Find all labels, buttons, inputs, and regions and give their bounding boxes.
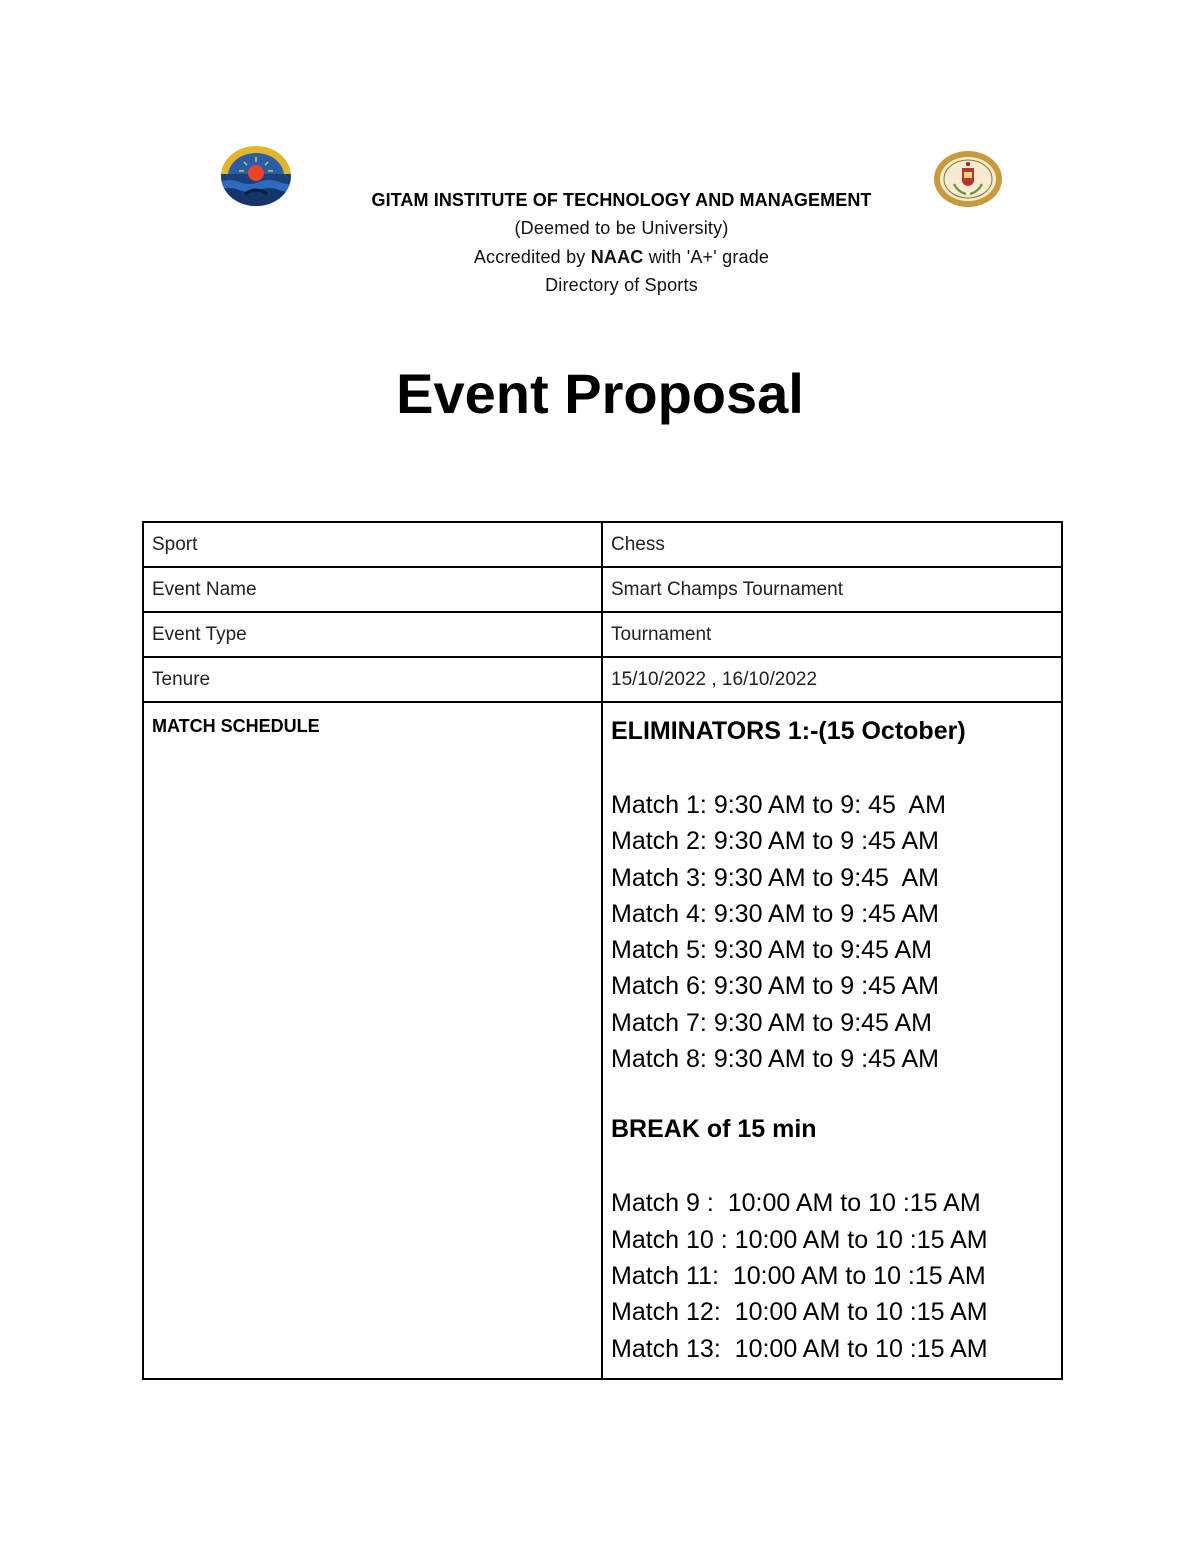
- accreditation-line: [0, 243, 1200, 272]
- table-row: [143, 657, 1062, 702]
- accreditation-prefix: Accredited by: [473, 246, 591, 267]
- list-item: Match 12: 10:00 AM to 10 :15 AM: [611, 1298, 988, 1327]
- match-schedule-cell: [602, 702, 1062, 1379]
- row-label-tenure: Tenure: [143, 657, 602, 702]
- row-value-tenure: 15/10/2022 , 16/10/2022: [602, 657, 1062, 702]
- row-label-match-schedule: MATCH SCHEDULE: [143, 702, 602, 1379]
- row-label-sport: Sport: [143, 522, 602, 567]
- table-row: [143, 567, 1062, 612]
- institution-header: [0, 186, 1200, 300]
- table-row: [143, 612, 1062, 657]
- eliminators-heading: ELIMINATORS 1:-(15 October): [611, 717, 966, 745]
- institution-name: GITAM INSTITUTE OF TECHNOLOGY AND MANAGEMENT: [371, 190, 872, 210]
- list-item: Match 7: 9:30 AM to 9:45 AM: [611, 1008, 933, 1037]
- match-list-late-morning: [611, 1185, 1053, 1366]
- table-row: [143, 522, 1062, 567]
- list-item: Match 11: 10:00 AM to 10 :15 AM: [611, 1261, 986, 1290]
- document-title: Event Proposal: [396, 362, 804, 425]
- accreditation-body: NAAC: [590, 246, 644, 267]
- list-item: Match 4: 9:30 AM to 9 :45 AM: [611, 899, 939, 928]
- row-value-event-type: Tournament: [602, 612, 1062, 657]
- match-list-morning: [611, 787, 1053, 1077]
- list-item: Match 9 : 10:00 AM to 10 :15 AM: [611, 1189, 981, 1218]
- list-item: Match 8: 9:30 AM to 9 :45 AM: [611, 1045, 939, 1074]
- list-item: Match 3: 9:30 AM to 9:45 AM: [611, 863, 939, 892]
- list-item: Match 6: 9:30 AM to 9 :45 AM: [611, 972, 939, 1001]
- list-item: Match 10 : 10:00 AM to 10 :15 AM: [611, 1225, 988, 1254]
- row-label-event-type: Event Type: [143, 612, 602, 657]
- event-info-table: [142, 521, 1063, 1380]
- row-value-sport: Chess: [602, 522, 1062, 567]
- accreditation-suffix: with 'A+' grade: [643, 246, 770, 267]
- row-value-event-name: Smart Champs Tournament: [602, 567, 1062, 612]
- row-label-event-name: Event Name: [143, 567, 602, 612]
- list-item: Match 5: 9:30 AM to 9:45 AM: [611, 936, 933, 965]
- list-item: Match 2: 9:30 AM to 9 :45 AM: [611, 827, 939, 856]
- list-item: Match 1: 9:30 AM to 9: 45 AM: [611, 791, 946, 819]
- break-heading: BREAK of 15 min: [611, 1115, 817, 1144]
- list-item: Match 13: 10:00 AM to 10 :15 AM: [611, 1334, 988, 1363]
- department-line: Directory of Sports: [545, 275, 698, 295]
- deemed-university-line: (Deemed to be University): [514, 218, 729, 238]
- table-row: [143, 702, 1062, 1379]
